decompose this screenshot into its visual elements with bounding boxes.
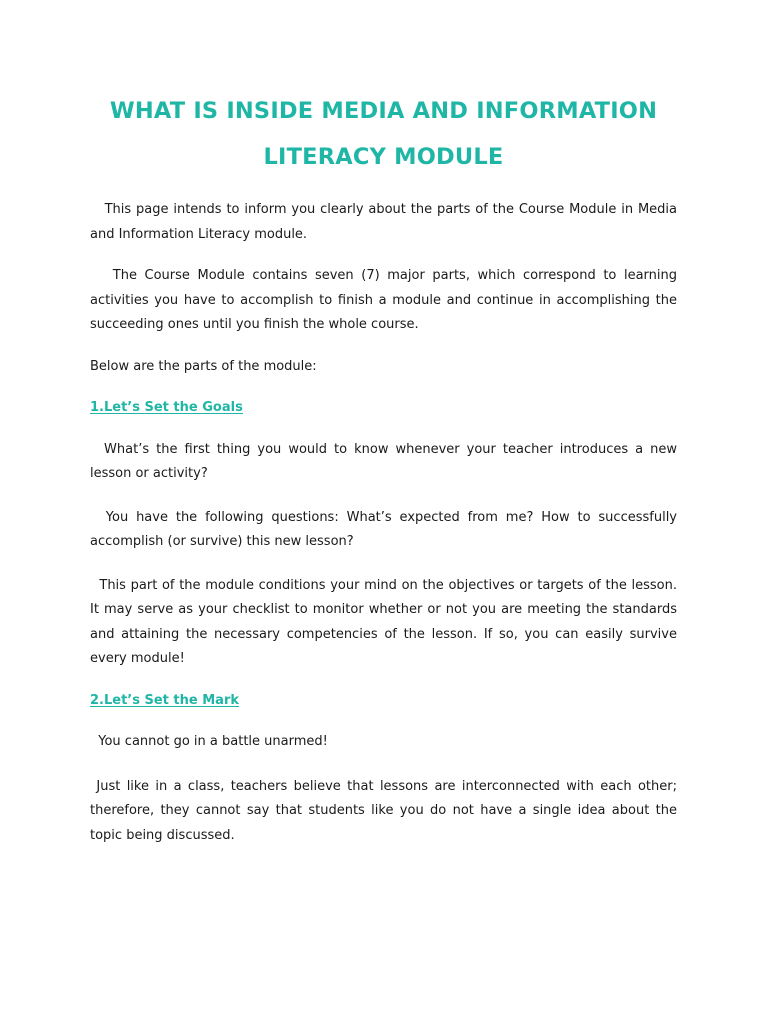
section-heading-mark[interactable] [90,689,677,714]
section-link-goals[interactable]: 1.Let’s Set the Goals [90,400,243,415]
intro-paragraph-2: The Course Module contains seven (7) major parts, which correspond to learning activities you have to accomplish to finish a module and continue in accomplishing the succeeding ones until you finish the whole course. [90,268,682,332]
goals-paragraph-3: This part of the module conditions your mind on the objectives or targets of the lesson. It may serve as your checklist to monitor whether or not you are meeting the standards and attaining the necessary competencies of the lesson. If so, you can easily survive every module! [90,577,682,666]
intro-paragraph-3: Below are the parts of the module: [90,358,317,374]
title-line-2: LITERACY MODULE [263,144,504,170]
section-link-mark[interactable]: 2.Let’s Set the Mark [90,692,239,708]
intro-paragraph-1: This page intends to inform you clearly about the parts of the Course Module in Media and Information Literacy module. [90,202,682,242]
title-line-1: WHAT IS INSIDE MEDIA AND INFORMATION [109,98,658,124]
document-page [90,0,682,848]
page-title [90,88,677,180]
mark-paragraph-2: Just like in a class, teachers believe that lessons are interconnected with each other; therefore, they cannot say that students like you do not have a single idea about the topic being discussed. [90,778,682,843]
section-heading-goals[interactable] [90,396,677,421]
goals-paragraph-1: What’s the first thing you would to know whenever your teacher introduces a new lesson or activity? [90,441,682,481]
mark-paragraph-1: You cannot go in a battle unarmed! [90,734,328,749]
goals-paragraph-2: You have the following questions: What’s expected from me? How to successfully accomplish (or survive) this new lesson? [90,509,682,549]
